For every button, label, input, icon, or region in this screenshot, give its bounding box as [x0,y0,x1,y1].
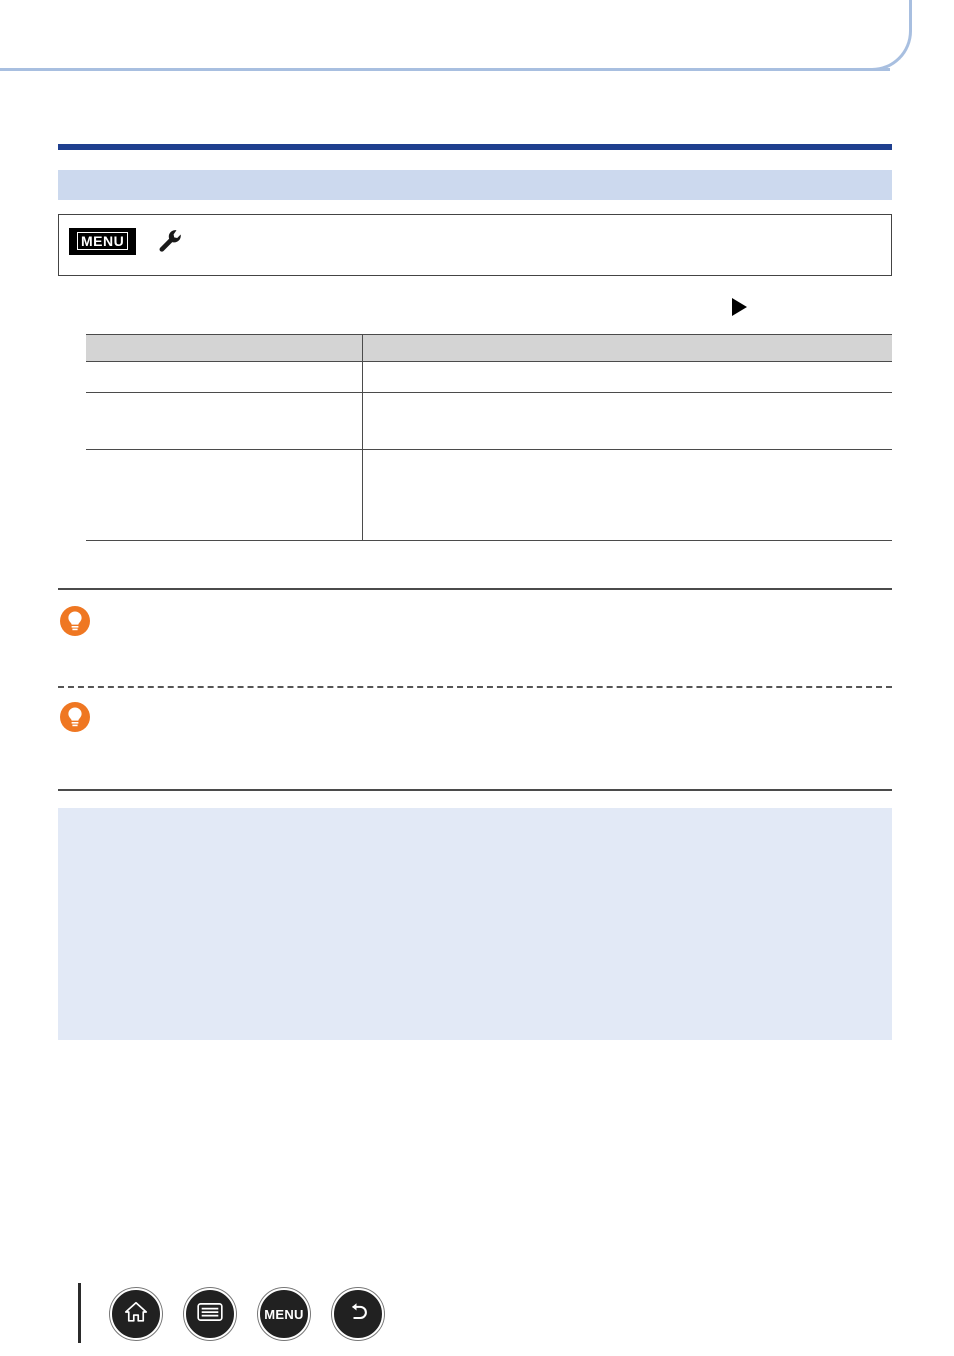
nav-back-button[interactable] [332,1288,384,1340]
tip-block-2 [58,700,892,734]
nav-home-button[interactable] [110,1288,162,1340]
note-panel [58,808,892,1040]
table-cell-description [363,362,893,393]
tip-block-1 [58,604,892,638]
tips-dashed-divider [58,686,892,688]
table-cell-item [86,393,363,450]
menu-badge-label: MENU [77,232,128,250]
table-cell-description [363,393,893,450]
settings-table [86,334,892,541]
section-title-band [58,170,892,200]
home-icon [123,1299,149,1330]
contents-list-icon [196,1300,224,1329]
page-header-frame [0,0,954,72]
header-rule [0,68,890,71]
nav-contents-button[interactable] [184,1288,236,1340]
wrench-setup-icon [156,227,184,255]
table-row [86,450,892,541]
header-corner-curve [868,0,912,71]
table-row [86,362,892,393]
menu-button-badge [69,228,136,255]
tips-top-divider [58,588,892,590]
menu-text-icon: MENU [264,1306,304,1322]
table-cell-item [86,450,363,541]
table-header-item [86,335,363,362]
table-cell-description [363,450,893,541]
back-arrow-icon [345,1299,371,1330]
section-title-rule [58,144,892,150]
table-row [86,393,892,450]
bulb-icon [58,604,92,638]
bulb-icon [58,700,92,734]
tips-bottom-divider [58,789,892,791]
play-right-icon [732,298,747,316]
table-header-row [86,335,892,362]
menu-path-box [58,214,892,276]
table-header-description [363,335,893,362]
table-cell-item [86,362,363,393]
nav-menu-button[interactable] [258,1288,310,1340]
